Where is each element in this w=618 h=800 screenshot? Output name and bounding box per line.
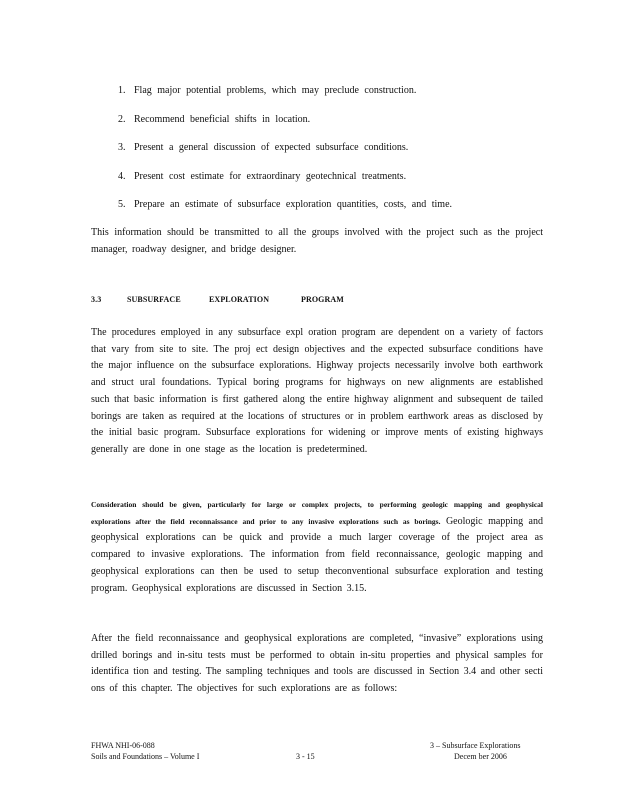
list-item-number: 1. [118, 85, 126, 96]
footer-right [430, 740, 542, 762]
objectives-list [118, 84, 518, 227]
section-heading [91, 295, 344, 304]
procedures-paragraph: The procedures employed in any subsurface expl oration program are dependent on a variety of factors that vary from site to site. The proj ect design objectives and the expected subsurface conditions have the major influence on the subsurface explorations. Highway projects necessarily involve both earthwork and struct ural foundations. Typical boring programs for highways on new alignments are established such that basic information is first gathered along the entire highway alignment and subsequent de tailed borings are taken as required at the locations of structures or in problem earthwork areas as disclosed by the initial basic program. Subsurface explorations for widening or improve ments of existing highways generally are done in one stage as the location is predetermined. [91, 327, 543, 455]
section-title-word: EXPLORATION [209, 295, 270, 304]
footer-chapter: 3 – Subsurface Explorations [430, 741, 521, 750]
consideration-bold-text: Consideration should be given, particularly for large or complex projects, to performing geologic mapping and geophysical explorations after the field reconnaissance and prior to any invasive explorations such as borings. [91, 500, 543, 526]
consideration-paragraph [91, 497, 543, 597]
list-item [118, 141, 518, 155]
list-item-number: 4. [118, 170, 126, 182]
list-item-text: Present a general discussion of expected subsurface conditions. [134, 142, 409, 153]
section-title-word: PROGRAM [301, 295, 344, 304]
list-item-number: 3. [118, 142, 126, 153]
footer-publication-id: FHWA NHI-06-088 [91, 741, 155, 750]
consideration-text: Geologic mapping and geophysical explorations can be quick and provide a much larger coverage of the project area as compared to invasive explorations. The information from field reconnaissance, geologic mapping and geophysical explorations can then be used to setup theconventional subsurface exploration and testing program. Geophysical explorations are discussed in Section 3.15. [91, 515, 543, 594]
footer-date: Decem ber 2006 [454, 752, 507, 761]
list-item-text: Flag major potential problems, which may preclude construction. [134, 85, 417, 96]
section-title-word: SUBSURFACE [127, 295, 181, 304]
list-item-text: Prepare an estimate of subsurface exploration quantities, costs, and time. [134, 199, 453, 210]
after-paragraph: After the field reconnaissance and geophysical explorations are completed, “invasive” explorations using drilled borings and in-situ tests must be performed to obtain in-situ properties and physical samples for identifica tion and testing. The sampling techniques and tools are discussed in Section 3.4 and other secti ons of this chapter. The objectives for such explorations are as follows: [91, 633, 543, 695]
list-item-text: Recommend beneficial shifts in location. [134, 113, 311, 125]
list-item [118, 198, 518, 212]
list-item [118, 113, 518, 127]
footer-left [91, 740, 199, 762]
section-number: 3.3 [91, 295, 102, 304]
list-item [118, 84, 518, 98]
list-item-text: Present cost estimate for extraordinary geotechnical treatments. [134, 170, 407, 182]
footer-volume: Soils and Foundations – Volume I [91, 752, 200, 761]
list-item-number: 5. [118, 199, 126, 210]
list-item-number: 2. [118, 113, 126, 125]
list-item [118, 170, 518, 184]
page-number: 3 - 15 [296, 752, 315, 761]
transmit-paragraph: This information should be transmitted to all the groups involved with the project such as the project manager, roadway designer, and bridge designer. [91, 227, 543, 255]
